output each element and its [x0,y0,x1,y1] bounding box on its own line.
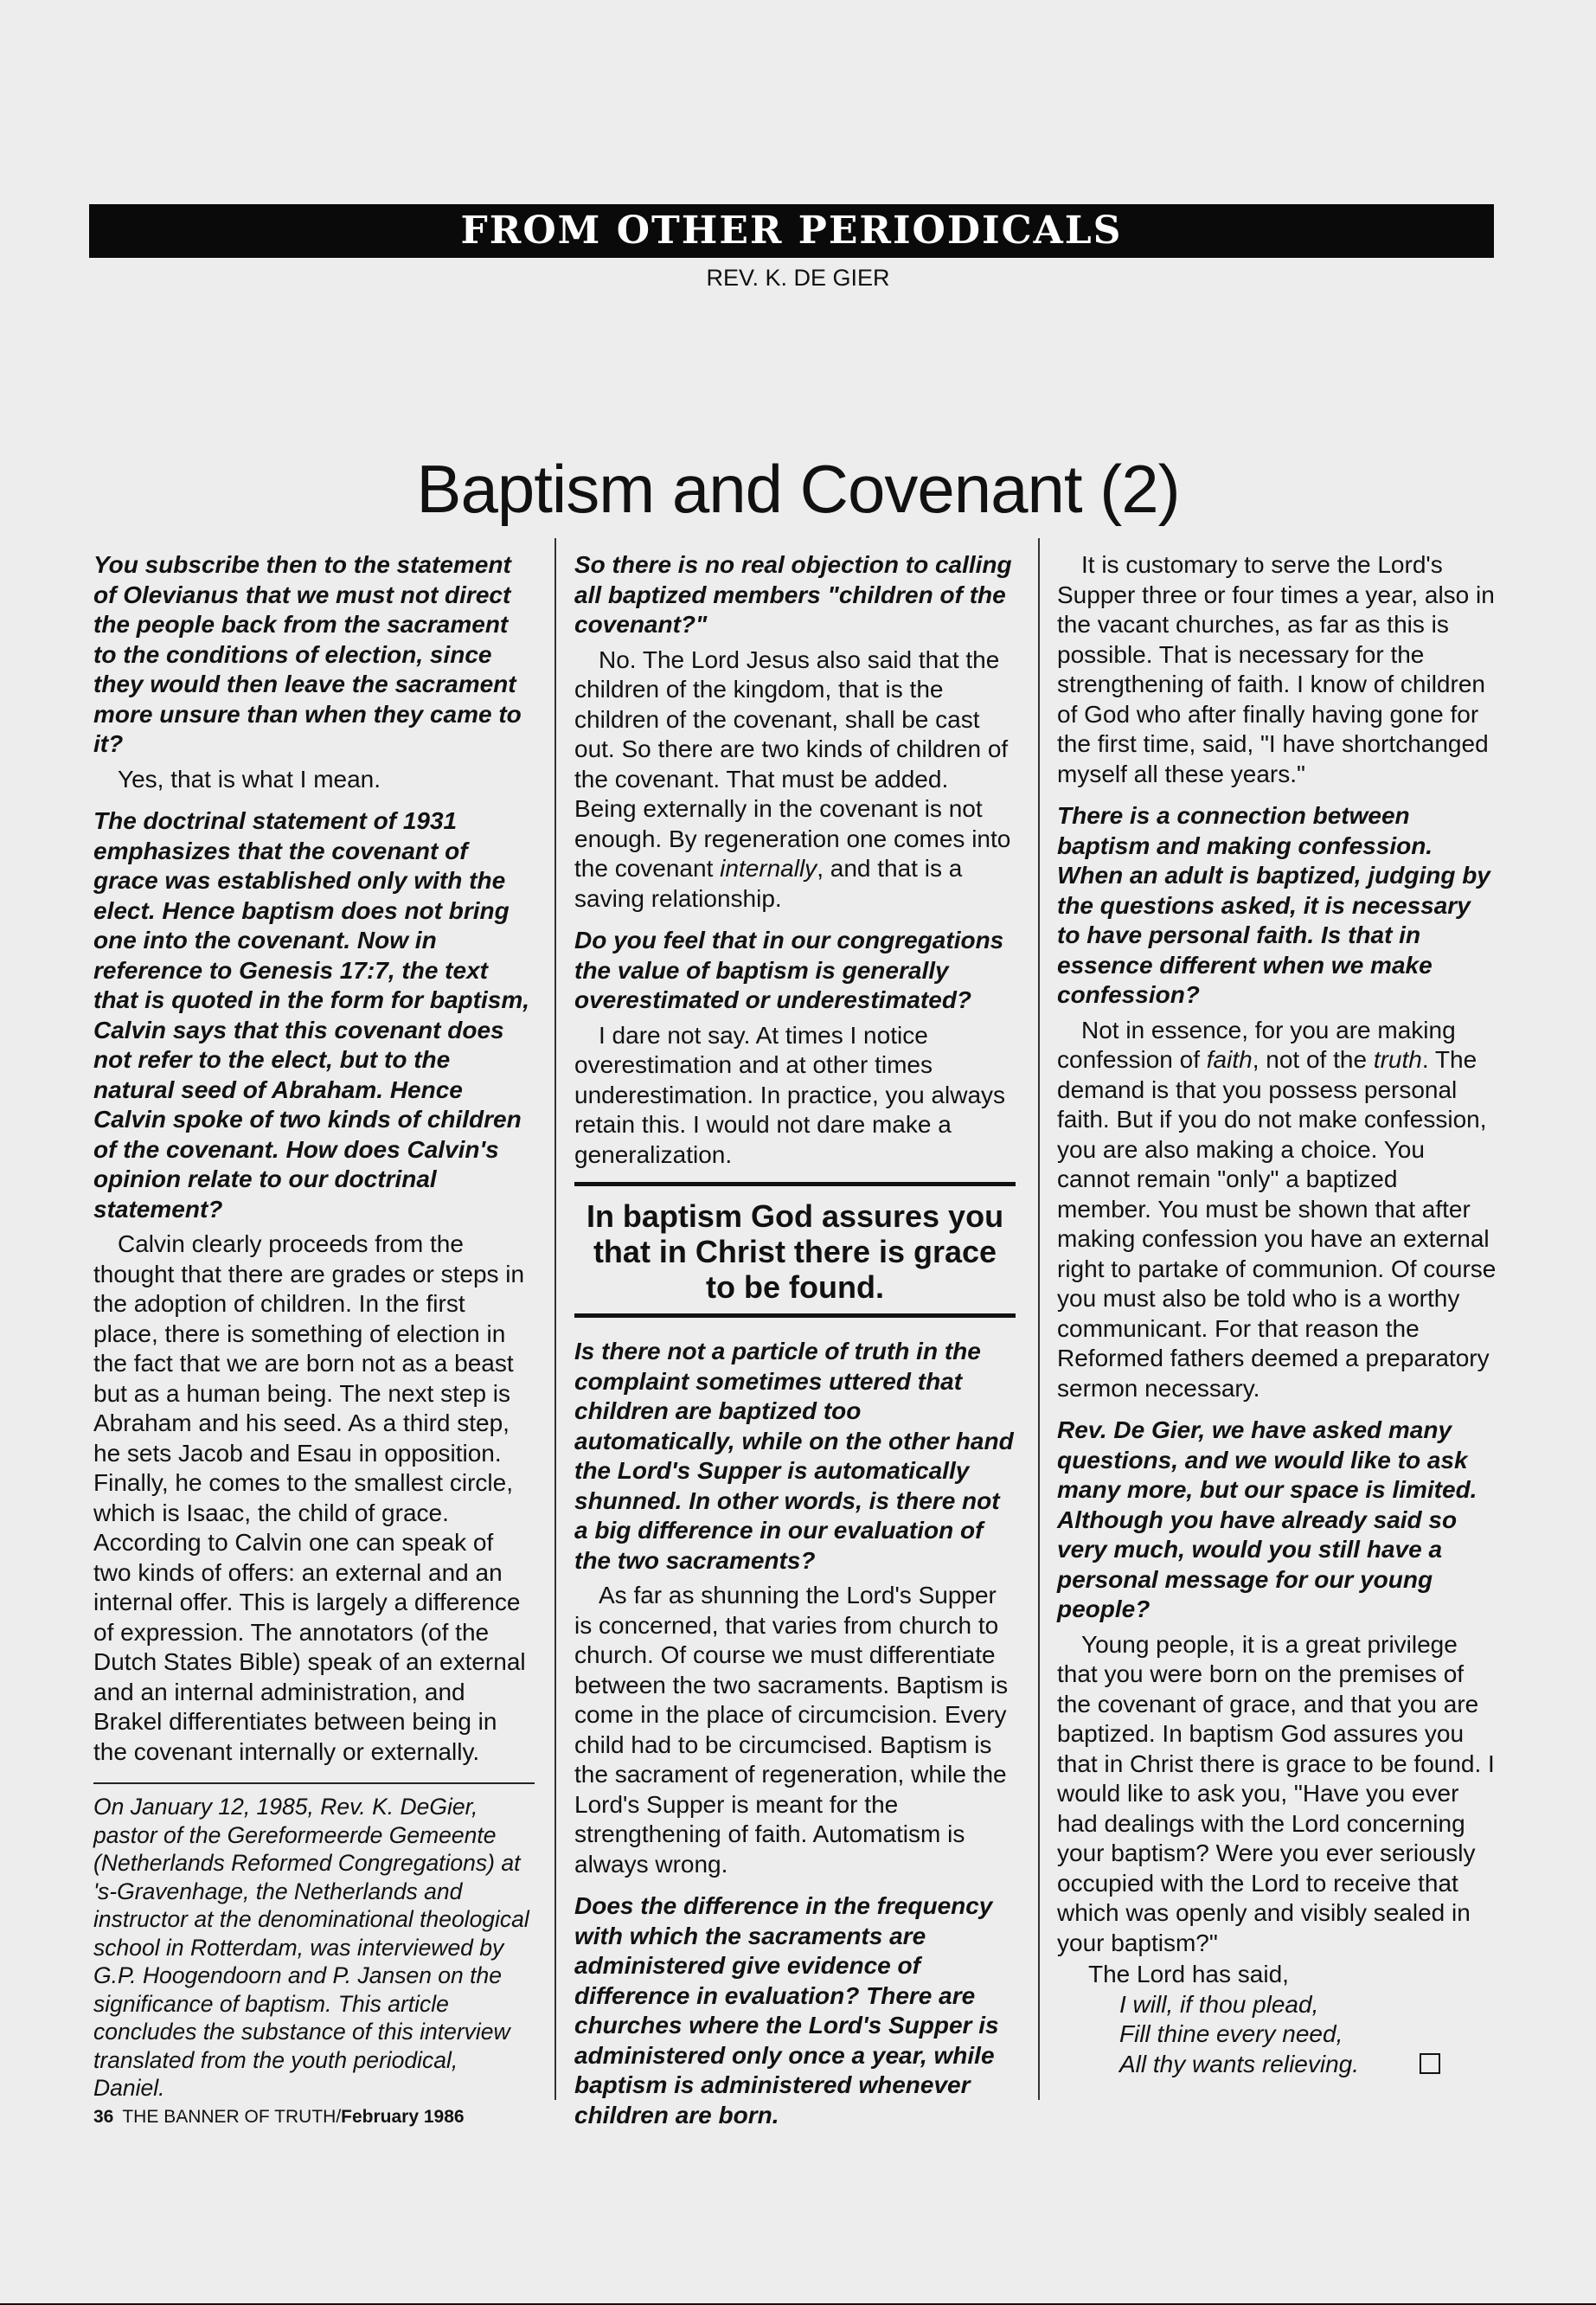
column-rule [554,538,556,2100]
pull-quote: In baptism God assures you that in Christ there is grace to be found. [574,1182,1016,1318]
question: You subscribe then to the statement of Olevianus that we must not direct the people back from the sacrament to the conditions of election, since they would then leave the sacrament more unsure than when they came to it? [93,551,522,757]
answer: Calvin clearly proceeds from the thought that there are grades or steps in the adoption of children. In the first place, there is something of election in the fact that we are born not as a beast but as a human being. The next step is Abraham and his seed. As a third step, he sets Jacob and Esau in opposition. Finally, he comes to the smallest circle, which is Isaac, the child of grace. According to Calvin one can speak of two kinds of offers: an external and an internal offer. This is largely a difference of expression. The annotators (of the Dutch States Bible) speak of an external and an internal administration, and Brakel differentiates between being in the covenant internally or externally. [93,1230,526,1765]
question: Rev. De Gier, we have asked many questions, and we would like to ask many more, but our space is limited. Although you have already said so very much, would you still have a personal message for our young people? [1057,1416,1477,1622]
poem-line: I will, if thou plead, [1119,1990,1319,2018]
editor-note: On January 12, 1985, Rev. K. DeGier, pastor of the Gereformeerde Gemeente (Netherlands Reformed Congregations) at 's-Gravenhage, the Netherlands and instructor at the denominational theological school in Rotterdam, was interviewed by G.P. Hoogendoorn and P. Jansen on the significance of baptism. This article concludes the substance of this interview translated from the youth periodical, Daniel. [93,1794,529,2101]
column-3 [1057,550,1497,2079]
article-title: Baptism and Covenant (2) [416,451,1180,527]
poem-line: All thy wants relieving. [1057,2050,1497,2080]
question: Does the difference in the frequency with which the sacraments are administered give evidence of difference in evaluation? There are churches where the Lord's Supper is administered only once a year, while baptism is administered whenever children are born. [574,1892,999,2128]
question: Do you feel that in our congregations the value of baptism is generally overestimated or underestimated? [574,927,1004,1013]
question: Is there not a particle of truth in the complaint sometimes uttered that children are baptized too automatically, while on the other hand the Lord's Supper is automatically shunned. In other words, is there not a big difference in our evaluation of the two sacraments? [574,1338,1014,1574]
answer: I dare not say. At times I notice overestimation and at other times underestimation. In practice, you always retain this. I would not dare make a generalization. [574,1021,1006,1168]
answer: As far as shunning the Lord's Supper is concerned, that varies from church to church. Of course we must differentiate between the two sacraments. Baptism is come in the place of circumcision. Every child had to be circumcised. Baptism is the sacrament of regeneration, while the Lord's Supper is meant for the strengthening of faith. Automatism is always wrong. [574,1582,1009,1878]
poem-line: Fill thine every need, [1119,2020,1343,2047]
author-byline: REV. K. DE GIER [706,265,890,291]
column-2 [574,550,1016,2135]
answer: It is customary to serve the Lord's Supper three or four times a year, also in the vacant churches, as far as this is possible. That is necessary for the strengthening of faith. I know of children of God who after finally having gone for the first time, said, "I have shortchanged myself all these years." [1057,551,1495,787]
end-mark-icon [1420,2053,1440,2074]
answer: Yes, that is what I mean. [118,765,381,793]
issue-date: February 1986 [341,2107,465,2127]
column-rule [1038,538,1040,2100]
divider [93,1782,535,1784]
answer: No. The Lord Jesus also said that the children of the kingdom, that is the children of the covenant, shall be cast out. So there are two kinds of children of the covenant. That must be added. Being externally in the covenant is not enough. By regeneration one comes into the covenant internally, and that is a saving relationship. [574,645,1011,912]
answer: Not in essence, for you are making confession of faith, not of the truth. The demand is that you possess personal faith. But if you do not make confession, you are also making a choice. You cannot remain "only" a baptized member. You must be shown that after making confession you have an external right to partake of communion. Of course you must also be told who is a worthy communicant. For that reason the Reformed fathers deemed a preparatory sermon necessary. [1057,1016,1497,1402]
section-banner: FROM OTHER PERIODICALS [89,204,1494,258]
column-1 [93,550,535,2103]
page-footer [93,2107,473,2128]
answer: Young people, it is a great privilege that you were born on the premises of the covenant of grace, and that you are baptized. In baptism God assures you that in Christ there is grace to be found. I would like to ask you, "Have you ever had dealings with the Lord concerning your baptism? Were you ever seriously occupied with the Lord to receive that which was openly and visibly sealed in your baptism?" [1057,1630,1495,1956]
poem-lead: The Lord has said, [1088,1961,1289,1987]
publication-name: THE BANNER OF TRUTH/ [122,2107,342,2127]
question: So there is no real objection to calling all baptized members "children of the covenant?" [574,551,1012,638]
question: The doctrinal statement of 1931 emphasizes that the covenant of grace was established only with the elect. Hence baptism does not bring one into the covenant. Now in reference to Genesis 17:7, the text that is quoted in the form for baptism, Calvin says that this covenant does not refer to the elect, but to the natural seed of Abraham. Hence Calvin spoke of two kinds of children of the covenant. How does Calvin's opinion relate to our doctrinal statement? [93,807,529,1223]
question: There is a connection between baptism and making confession. When an adult is baptized, judging by the questions asked, it is necessary to have personal faith. Is that in essence different when we make confession? [1057,802,1490,1008]
page-number: 36 [93,2107,114,2127]
